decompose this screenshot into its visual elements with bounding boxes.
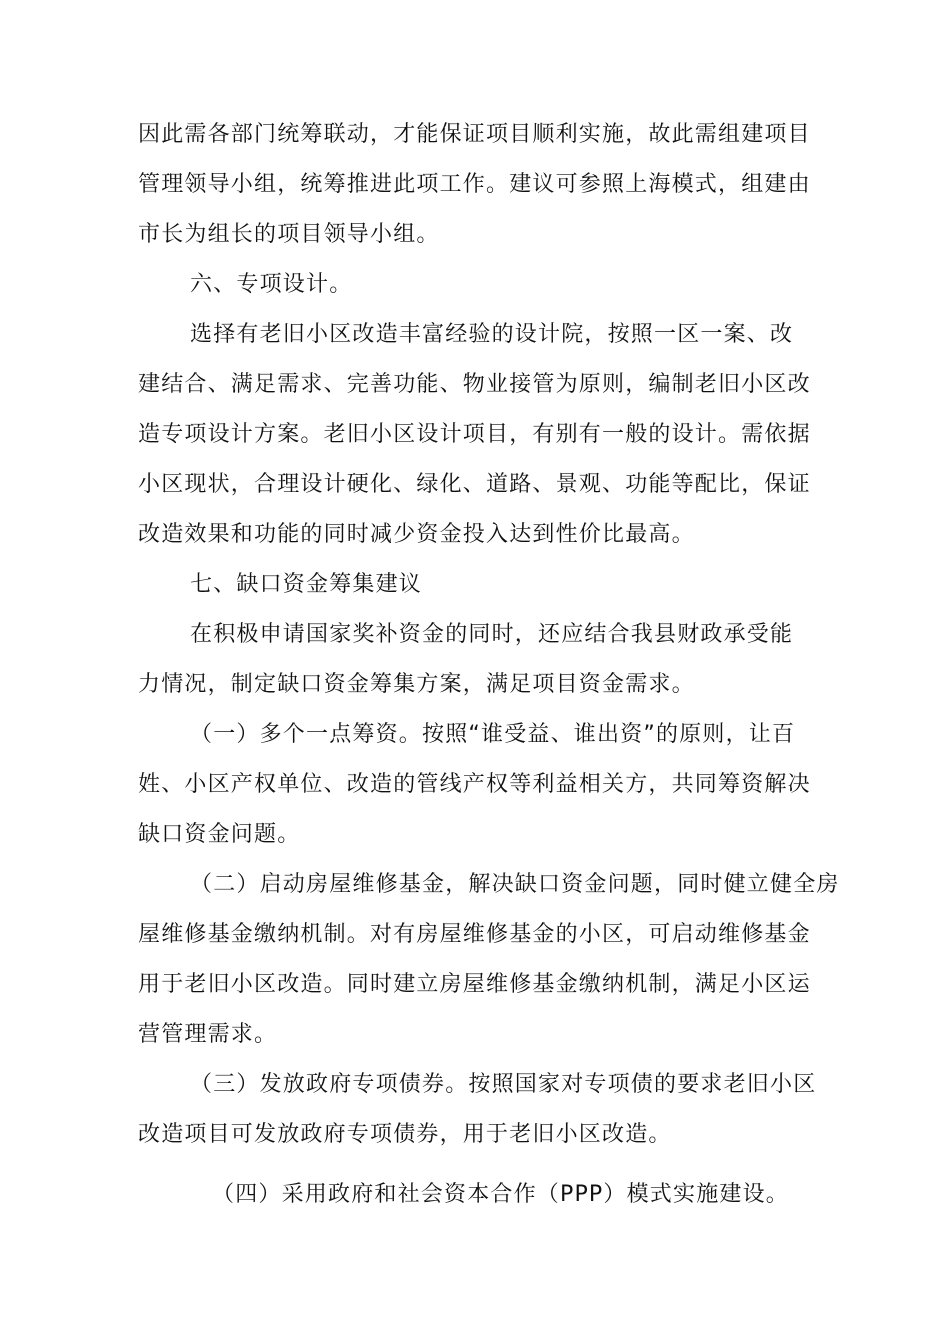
body-text-line: 改造项目可发放政府专项债券，用于老旧小区改造。: [138, 1122, 672, 1147]
body-text-line: 管理领导小组，统筹推进此项工作。建议可参照上海模式，组建由: [138, 172, 811, 197]
body-text-line: 用于老旧小区改造。同时建立房屋维修基金缴纳机制，满足小区运: [138, 972, 811, 997]
body-text-line: 改造效果和功能的同时减少资金投入达到性价比最高。: [138, 522, 695, 547]
list-item-line: （三）发放政府专项债券。按照国家对专项债的要求老旧小区: [190, 1072, 817, 1097]
body-text-line: 造专项设计方案。老旧小区设计项目，有别有一般的设计。需依据: [138, 422, 811, 447]
body-text-line: 在积极申请国家奖补资金的同时，还应结合我县财政承受能: [190, 622, 794, 647]
body-text-line: 力情况，制定缺口资金筹集方案，满足项目资金需求。: [138, 672, 695, 697]
body-text-line: 小区现状，合理设计硬化、绿化、道路、景观、功能等配比，保证: [138, 472, 811, 497]
list-item-line: （二）启动房屋维修基金，解决缺口资金问题，同时健立健全房: [190, 872, 840, 897]
body-text-line: 营管理需求。: [138, 1022, 278, 1047]
list-item-line: （四）采用政府和社会资本合作（PPP）模式实施建设。: [212, 1182, 790, 1207]
section-heading: 六、专项设计。: [190, 272, 353, 297]
list-item-line: （一）多个一点筹资。按照“谁受益、谁出资”的原则，让百: [190, 722, 796, 747]
body-text-line: 姓、小区产权单位、改造的管线产权等利益相关方，共同筹资解决: [138, 772, 811, 797]
body-text-line: 因此需各部门统筹联动，才能保证项目顺利实施，故此需组建项目: [138, 122, 811, 147]
body-text-line: 建结合、满足需求、完善功能、物业接管为原则，编制老旧小区改: [138, 372, 811, 397]
section-heading: 七、缺口资金筹集建议: [190, 572, 423, 597]
body-text-line: 市长为组长的项目领导小组。: [138, 222, 440, 247]
body-text-line: 选择有老旧小区改造丰富经验的设计院，按照一区一案、改: [190, 322, 794, 347]
body-text-line: 屋维修基金缴纳机制。对有房屋维修基金的小区，可启动维修基金: [138, 922, 811, 947]
body-text-line: 缺口资金问题。: [138, 822, 301, 847]
